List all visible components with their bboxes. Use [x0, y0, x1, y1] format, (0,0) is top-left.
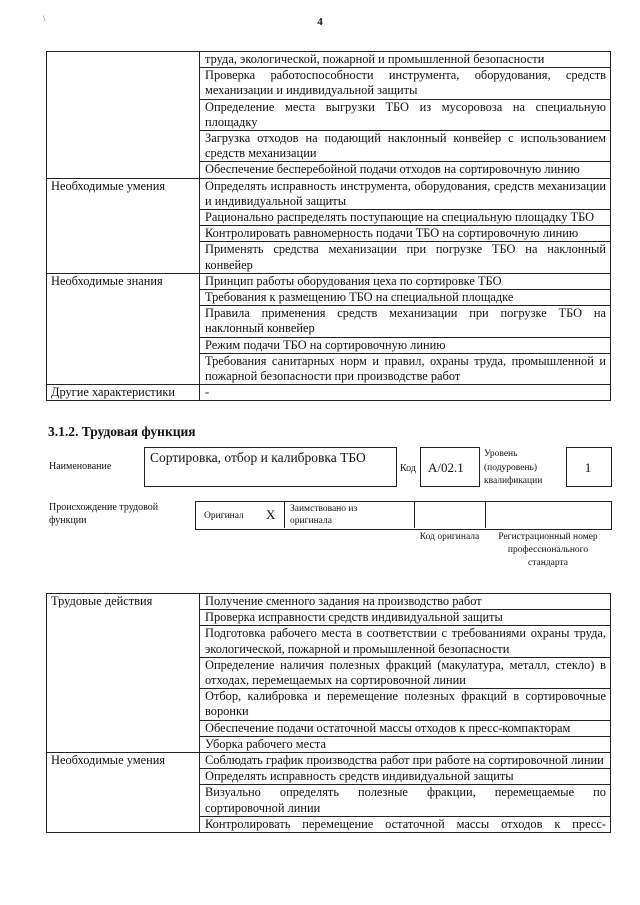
code-label: Код: [400, 463, 416, 474]
table-cell: Проверка работоспособности инструмента, оборудования, средств механизации и индивидуальной защиты: [200, 68, 611, 99]
table-row: [47, 52, 611, 68]
table-row: [47, 385, 611, 401]
scan-mark: \: [43, 14, 46, 23]
row-label: Другие характеристики: [47, 385, 200, 401]
origin-divider-3: [485, 501, 486, 528]
table-cell: труда, экологической, пожарной и промышленной безопасности: [200, 52, 611, 68]
table-cell: Определение наличия полезных фракций (макулатура, металл, стекло) в отходах, перемещаемых на сортировочной линии: [200, 657, 611, 688]
table-cell: Принцип работы оборудования цеха по сортировке ТБО: [200, 273, 611, 289]
borrowed-label: Заимствовано из оригинала: [290, 504, 358, 526]
competency-table-2: [46, 593, 611, 833]
level-value: 1: [584, 460, 592, 475]
table-row: [47, 273, 611, 289]
table-cell: Загрузка отходов на подающий наклонный конвейер с использованием средств механизации: [200, 131, 611, 162]
table-cell: Требования санитарных норм и правил, охраны труда, промышленной и пожарной безопасности при производстве работ: [200, 353, 611, 384]
table-cell: Рационально распределять поступающие на специальную площадку ТБО: [200, 210, 611, 226]
code-value: A/02.1: [428, 460, 464, 475]
origin-divider-1: [284, 501, 285, 528]
name-value: Сортировка, отбор и калибровка ТБО: [150, 450, 366, 465]
table-cell: Правила применения средств механизации при погрузке ТБО на наклонный конвейер: [200, 306, 611, 337]
reg-number-label: Регистрационный номер профессионального стандарта: [498, 532, 598, 568]
original-mark: X: [266, 507, 276, 522]
level-label: Уровень (подуровень) квалификации: [484, 449, 543, 486]
competency-table-1: [46, 51, 611, 401]
origin-box: [195, 501, 612, 530]
origin-label: Происхождение трудовой функции: [49, 502, 159, 526]
table-cell: Проверка исправности средств индивидуальной защиты: [200, 610, 611, 626]
section-title: 3.1.2. Трудовая функция: [48, 424, 196, 439]
name-label: Наименование: [49, 461, 112, 472]
table-cell: Получение сменного задания на производство работ: [200, 594, 611, 610]
table-cell: Визуально определять полезные фракции, перемещаемые по сортировочной линии: [200, 785, 611, 816]
original-label: Оригинал: [204, 511, 244, 521]
table-cell: Обеспечение подачи остаточной массы отходов к пресс-компакторам: [200, 720, 611, 736]
table-cell: Применять средства механизации при погрузке ТБО на наклонный конвейер: [200, 242, 611, 273]
origin-divider-2: [414, 501, 415, 528]
row-label: Трудовые действия: [47, 594, 200, 753]
table-cell: Определять исправность инструмента, оборудования, средств механизации и индивидуальной защиты: [200, 178, 611, 209]
table-cell: Режим подачи ТБО на сортировочную линию: [200, 337, 611, 353]
row-label: Необходимые знания: [47, 273, 200, 384]
table-cell: Контролировать равномерность подачи ТБО на сортировочную линию: [200, 226, 611, 242]
table-cell: Определять исправность средств индивидуальной защиты: [200, 769, 611, 785]
table-row: [47, 594, 611, 610]
table-cell: Отбор, калибровка и перемещение полезных фракций в сортировочные воронки: [200, 689, 611, 720]
table-cell: Уборка рабочего места: [200, 736, 611, 752]
table-cell: Требования к размещению ТБО на специальной площадке: [200, 290, 611, 306]
table-cell: -: [200, 385, 611, 401]
table-cell: Соблюдать график производства работ при работе на сортировочной линии: [200, 753, 611, 769]
table-cell: Контролировать перемещение остаточной массы отходов к пресс-: [200, 816, 611, 832]
row-label: Необходимые умения: [47, 753, 200, 833]
table-cell: Определение места выгрузки ТБО из мусоровоза на специальную площадку: [200, 99, 611, 130]
table-cell: Подготовка рабочего места в соответствии с требованиями охраны труда, экологической, пожарной и промышленной безопасности: [200, 626, 611, 657]
row-label: [47, 52, 200, 179]
table-row: [47, 178, 611, 209]
page-number: 4: [317, 16, 323, 28]
code-original-label: Код оригинала: [419, 532, 480, 542]
table-cell: Обеспечение бесперебойной подачи отходов на сортировочную линию: [200, 162, 611, 178]
row-label: Необходимые умения: [47, 178, 200, 273]
table-row: [47, 753, 611, 769]
